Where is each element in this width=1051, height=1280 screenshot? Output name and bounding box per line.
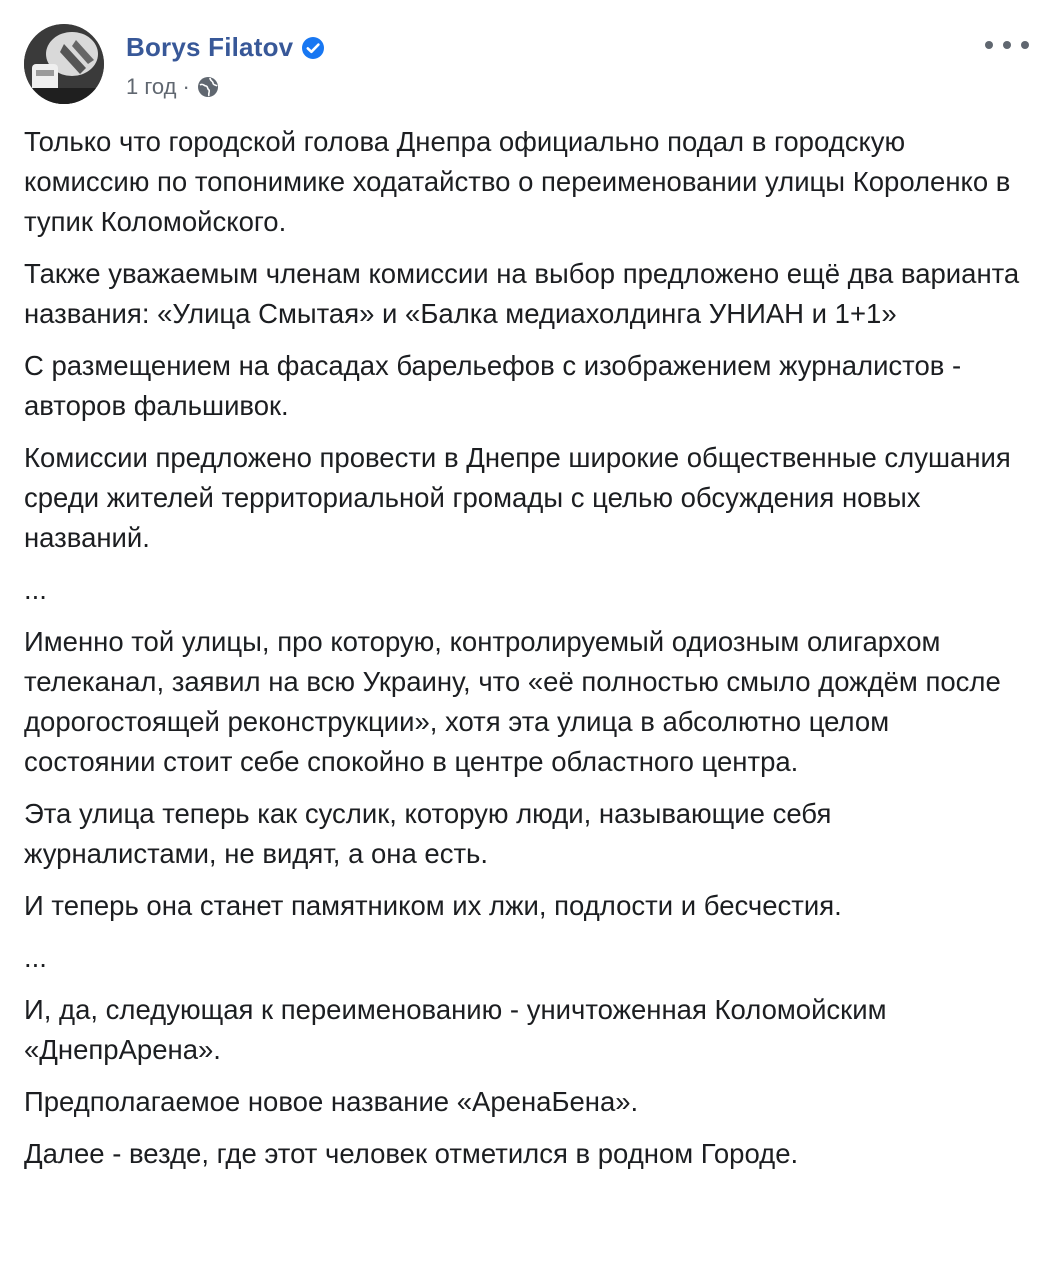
more-dot — [985, 41, 993, 49]
post-paragraph: Также уважаемым членам комиссии на выбор предложено ещё два варианта названия: «Улица Смытая» и «Балка медиахолдинга УНИАН и 1+1» — [24, 258, 1020, 329]
avatar-image — [24, 24, 104, 104]
post-text — [24, 122, 1024, 1186]
post-paragraph: Предполагаемое новое название «АренаБена». — [24, 1086, 639, 1117]
post-paragraph: ... — [24, 574, 47, 605]
post-header — [24, 20, 1031, 110]
post-paragraph: ... — [24, 942, 47, 973]
post-paragraph: И, да, следующая к переименованию - уничтоженная Коломойским «ДнепрАрена». — [24, 994, 887, 1065]
more-options-icon[interactable] — [985, 34, 1029, 56]
more-dot — [1021, 41, 1029, 49]
verified-badge-icon — [301, 36, 325, 60]
globe-icon[interactable] — [196, 75, 220, 99]
post-timestamp[interactable]: 1 год — [126, 74, 177, 99]
post-paragraph: С размещением на фасадах барельефов с изображением журналистов - авторов фальшивок. — [24, 350, 962, 421]
post-paragraph: И теперь она станет памятником их лжи, подлости и бесчестия. — [24, 890, 842, 921]
post-paragraph: Эта улица теперь как суслик, которую люди, называющие себя журналистами, не видят, а она есть. — [24, 798, 832, 869]
post-paragraph: Именно той улицы, про которую, контролируемый одиозным олигархом телеканал, заявил на всю Украину, что «её полностью смыло дождём после дорогостоящей реконструкции», хотя эта улица в абсолютно целом состоянии стоит себе спокойно в центре областного центра. — [24, 626, 1001, 777]
post-paragraph: Далее - везде, где этот человек отметился в родном Городе. — [24, 1138, 799, 1169]
author-avatar[interactable] — [24, 24, 104, 104]
author-row — [126, 32, 325, 63]
post-paragraph: Комиссии предложено провести в Днепре широкие общественные слушания среди жителей территориальной громады с целью обсуждения новых названий. — [24, 442, 1011, 553]
author-name[interactable]: Borys Filatov — [126, 32, 294, 62]
post-paragraph: Только что городской голова Днепра официально подал в городскую комиссию по топонимике ходатайство о переименовании улицы Короленко в тупик Коломойского. — [24, 126, 1011, 237]
meta-separator: · — [182, 74, 190, 99]
post-meta — [126, 74, 220, 100]
more-dot — [1003, 41, 1011, 49]
